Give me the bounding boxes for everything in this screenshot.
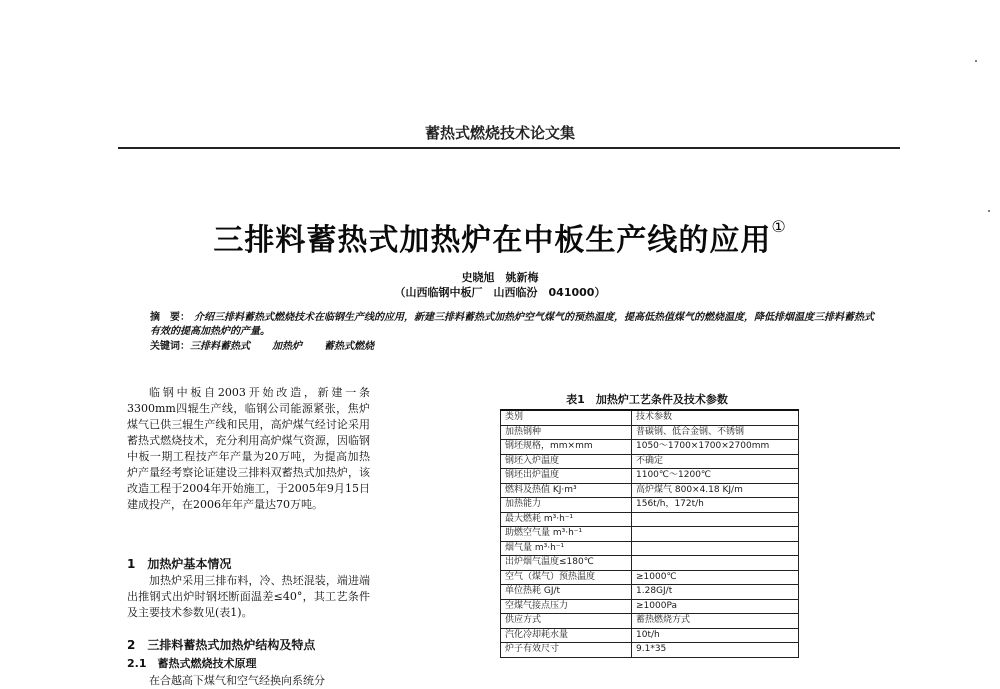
table-cell-value: 10t/h [632,628,799,643]
table-cell-parameter: 空气（煤气）预热温度 [501,570,632,585]
table-cell-parameter: 炉子有效尺寸 [501,643,632,658]
authors: 史晓旭 姚新梅 [461,271,539,284]
keyword: 三排料蓄热式 [190,341,250,352]
abstract-label: 摘 要： [150,312,190,323]
table-cell-value: 高炉煤气 800×4.18 KJ/m [632,483,799,498]
table-cell-value: 156t/h，172t/h [632,498,799,513]
paper-title [0,215,1000,259]
table-row [501,570,799,585]
table-cell-value: 蓄热燃烧方式 [632,614,799,629]
table-row [501,469,799,484]
table-cell-parameter: 加热能力 [501,498,632,513]
scan-speck [975,60,977,62]
table-cell-value: 不确定 [632,454,799,469]
table-cell-value [632,527,799,542]
section-heading-2: 2 三排料蓄热式加热炉结构及特点 [127,638,316,652]
table-cell-parameter: 汽化冷却耗水量 [501,628,632,643]
table-row [501,643,799,658]
table-row [501,498,799,513]
table-row [501,440,799,455]
table-caption: 表1 加热炉工艺条件及技术参数 [566,393,728,406]
table-cell-parameter: 供应方式 [501,614,632,629]
table-cell-parameter: 最大燃耗 m³·h⁻¹ [501,512,632,527]
table-row [501,454,799,469]
table-cell-parameter: 燃料及热值 KJ·m³ [501,483,632,498]
table-cell-parameter: 钢坯规格，mm×mm [501,440,632,455]
table-cell-parameter: 加热钢种 [501,425,632,440]
table-cell-parameter: 助燃空气量 m³·h⁻¹ [501,527,632,542]
table-row [501,512,799,527]
table-row [501,556,799,571]
table-cell-parameter: 空煤气接点压力 [501,599,632,614]
abstract [150,311,880,339]
table-cell-value: 1100℃～1200℃ [632,469,799,484]
table-cell-parameter: 烟气量 m³·h⁻¹ [501,541,632,556]
table-row [501,527,799,542]
header-rule [118,147,900,149]
table-row [501,599,799,614]
keywords-label: 关键词： [150,341,190,352]
table-cell-value: 普碳钢、低合金钢、不锈钢 [632,425,799,440]
table-cell-value: 9.1*35 [632,643,799,658]
keyword: 加热炉 [272,341,302,352]
abstract-text: 介绍三排料蓄热式燃烧技术在临钢生产线的应用，新建三排料蓄热式加热炉空气煤气的预热温度，提高低热值煤气的燃烧温度，降低排烟温度三排料蓄热式有效的提高加热炉的产量。 [150,312,874,337]
table-row [501,628,799,643]
table-cell-parameter: 钢坯出炉温度 [501,469,632,484]
affiliation: （山西临钢中板厂 山西临汾 041000） [394,286,606,299]
body-paragraph-section1: 加热炉采用三排布料，冷、热坯混装，端进端出推钢式出炉时钢坯断面温差≤40°，其工艺条件及主要技术参数见(表1)。 [127,574,370,619]
body-paragraph-section2-1: 在合越高下煤气和空气经换向系统分 [149,674,325,687]
keywords [150,340,880,354]
table-cell-value: ≥1000Pa [632,599,799,614]
table-row [501,541,799,556]
body-paragraph-intro: 临钢中板自2003开始改造，新建一条3300mm四辊生产线，临钢公司能源紧张，焦炉煤气已供三辊生产线和民用，高炉煤气经讨论采用蓄热式燃烧技术，充分利用高炉煤气资源，因临钢中板一期工程技产年产量为20万吨，为提高加热炉产量经考察论证建设三排料双蓄热式加热炉，该改造工程于2004年开始施工，于2005年9月15日建成投产，在2006年年产量达70万吨。 [127,386,370,511]
table-row [501,585,799,600]
parameters-table [500,409,799,658]
section-heading-2-1: 2.1 蓄热式燃烧技术原理 [127,657,257,670]
keyword: 蓄热式燃烧 [324,341,374,352]
table-row [501,483,799,498]
table-cell-value: 1050～1700×1700×2700mm [632,440,799,455]
table-row [501,614,799,629]
table-header-row [501,410,799,425]
table-cell-parameter: 钢坯入炉温度 [501,454,632,469]
table-cell-value: ≥1000℃ [632,570,799,585]
table-cell-parameter: 出炉烟气温度≤180℃ [501,556,632,571]
table-cell-parameter: 类别 [501,410,632,425]
table-cell-value: 技术参数 [632,410,799,425]
table-cell-value: 1.28GJ/t [632,585,799,600]
running-header: 蓄热式燃烧技术论文集 [424,124,575,142]
table-row [501,425,799,440]
section-heading-1: 1 加热炉基本情况 [127,557,232,571]
table-cell-value [632,541,799,556]
table-cell-value [632,512,799,527]
paper-title-text: 三排料蓄热式加热炉在中板生产线的应用 [213,223,772,258]
scan-speck [988,210,990,212]
footnote-mark: ① [771,217,787,236]
table-cell-value [632,556,799,571]
table-cell-parameter: 单位热耗 GJ/t [501,585,632,600]
